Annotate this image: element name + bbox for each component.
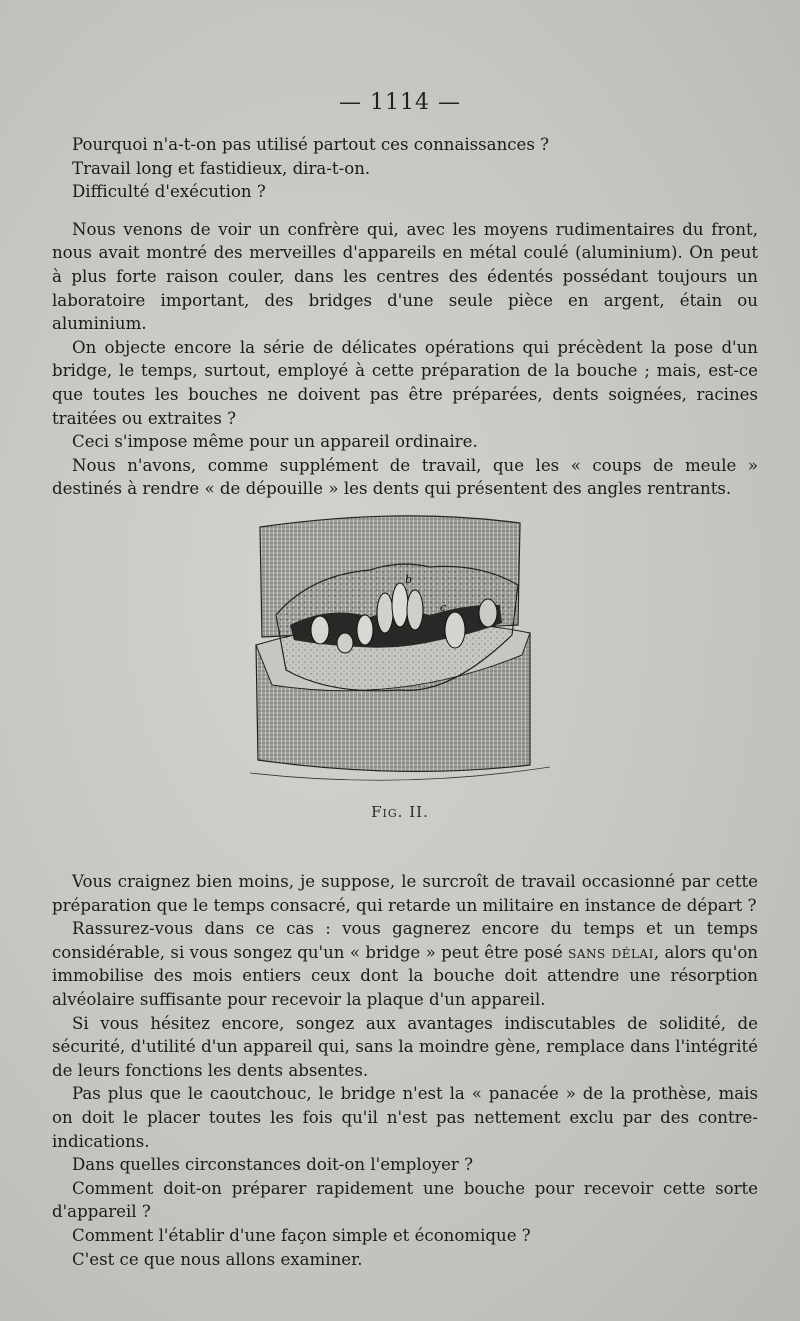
paragraph-text: Rassurez-vous dans ce cas : vous gagnerez encore du temps et un temps considérable, si vous songez qu'un « bridge » peut être posé [52,919,758,962]
paragraph: Pas plus que le caoutchouc, le bridge n'est la « panacée » de la prothèse, mais on doit le placer toutes les fois qu'il n'est pas nettement exclu par des contre-indications. [52,1084,758,1151]
small-caps-text: sans délai [568,942,654,962]
paragraph-text: , alors qu'on immobilise des mois entiers ceux dont la bouche doit attendre une résorption alvéolaire suffisante pour recevoir la plaque d'un appareil. [52,942,758,1009]
text-block-bottom [52,870,758,1271]
dental-model-illustration [250,505,550,790]
page-number: — 1114 — [339,90,461,115]
paragraph: Nous venons de voir un confrère qui, avec les moyens rudimentaires du front, nous avait montré des merveilles d'appareils en métal coulé (aluminium). On peut à plus forte raison couler, dans les centres des édentés possédant toujours un laboratoire important, des bridges d'une seule pièce en argent, étain ou aluminium. [52,219,758,334]
paragraph [52,917,758,1011]
paragraph: Dans quelles circonstances doit-on l'employer ? [72,1155,473,1175]
paragraph: Pourquoi n'a-t-on pas utilisé partout ces connaissances ? [72,135,550,154]
paragraph: Travail long et fastidieux, dira-t-on. [72,158,371,178]
paragraph: On objecte encore la série de délicates opérations qui précèdent la pose d'un bridge, le temps, surtout, employé à cette préparation de la bouche ; mais, est-ce que toutes les bouches ne doivent pas être préparées, dents soignées, racines traitées ou extraites ? [52,337,758,428]
figure-label-b: b [405,573,413,586]
paragraph: Difficulté d'exécution ? [72,182,266,202]
paragraph: Comment l'établir d'une façon simple et économique ? [72,1225,531,1245]
paragraph: Nous n'avons, comme supplément de travail, que les « coups de meule » destinés à rendre « de dépouille » les dents qui présentent des angles rentrants. [52,455,758,499]
paragraph: Comment doit-on préparer rapidement une bouche pour recevoir cette sorte d'appareil ? [52,1178,758,1222]
figure-caption: Fig. II. [371,803,429,821]
text-block-top [52,133,758,501]
paragraph: Si vous hésitez encore, songez aux avantages indiscutables de solidité, de sécurité, d'utilité d'un appareil qui, sans la moindre gène, remplace dans l'intégrité de leurs fonctions les dents absentes. [52,1013,758,1080]
paragraph: C'est ce que nous allons examiner. [72,1249,363,1269]
paragraph: Ceci s'impose même pour un appareil ordinaire. [72,432,478,452]
figure-label-c: c [440,601,447,614]
paragraph: Vous craignez bien moins, je suppose, le surcroît de travail occasionné par cette préparation que le temps consacré, qui retarde un militaire en instance de départ ? [52,872,758,915]
